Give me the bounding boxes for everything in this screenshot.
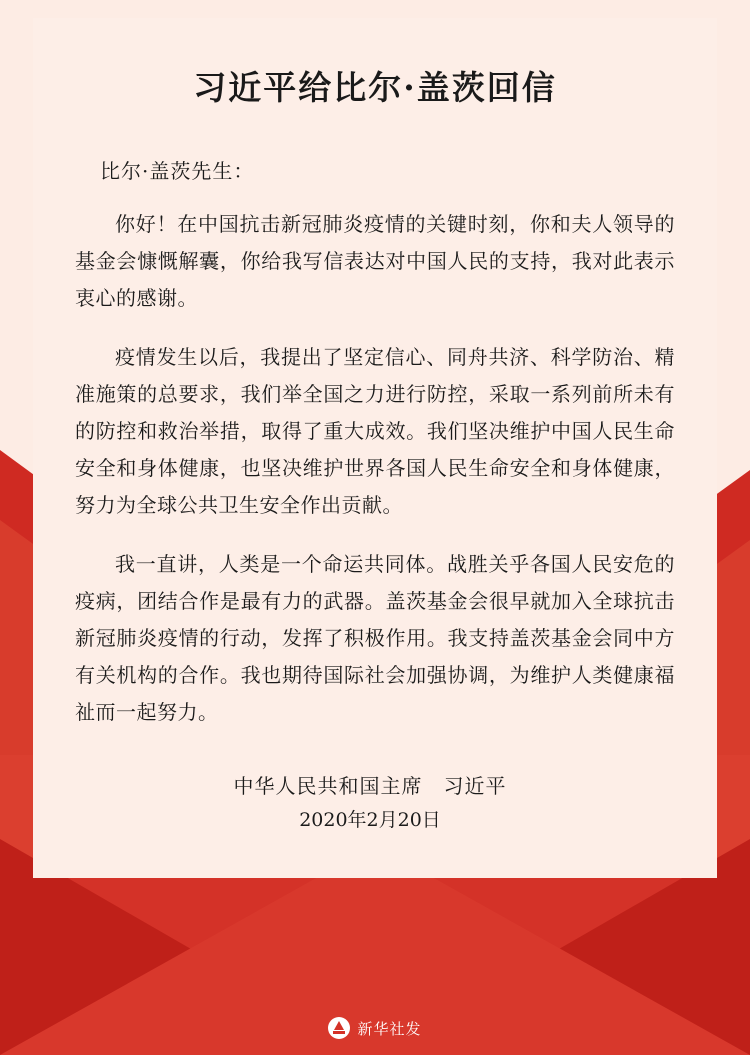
letter-paragraph-3: 我一直讲，人类是一个命运共同体。战胜关乎各国人民安危的疫病，团结合作是最有力的武器。盖茨基金会很早就加入全球抗击新冠肺炎疫情的行动，发挥了积极作用。我支持盖茨基金会同中方有关机构的合作。我也期待国际社会加强协调，为维护人类健康福祉而一起努力。: [75, 552, 675, 724]
signature-date: 2020年2月20日: [299, 809, 441, 831]
signature-block: [75, 731, 675, 837]
letter-card: [33, 18, 717, 878]
xinhua-logo-icon: [328, 1017, 350, 1039]
footer-credit-label: 新华社发: [357, 1019, 422, 1038]
letter-salutation: 比尔·盖茨先生：: [100, 159, 255, 183]
signature-name: 中华人民共和国主席 习近平: [233, 774, 507, 798]
page-title: 习近平给比尔·盖茨回信: [193, 68, 557, 107]
letter-paragraph-2: 疫情发生以后，我提出了坚定信心、同舟共济、科学防治、精准施策的总要求，我们举全国之力进行防控，采取一系列前所未有的防控和救治举措，取得了重大成效。我们坚决维护中国人民生命安全和身体健康，也坚决维护世界各国人民生命安全和身体健康，努力为全球公共卫生安全作出贡献。: [75, 345, 675, 517]
footer-credit: [0, 1017, 750, 1039]
letter-paragraph-1: 你好！在中国抗击新冠肺炎疫情的关键时刻，你和夫人领导的基金会慷慨解囊，你给我写信表达对中国人民的支持，我对此表示衷心的感谢。: [75, 212, 675, 310]
